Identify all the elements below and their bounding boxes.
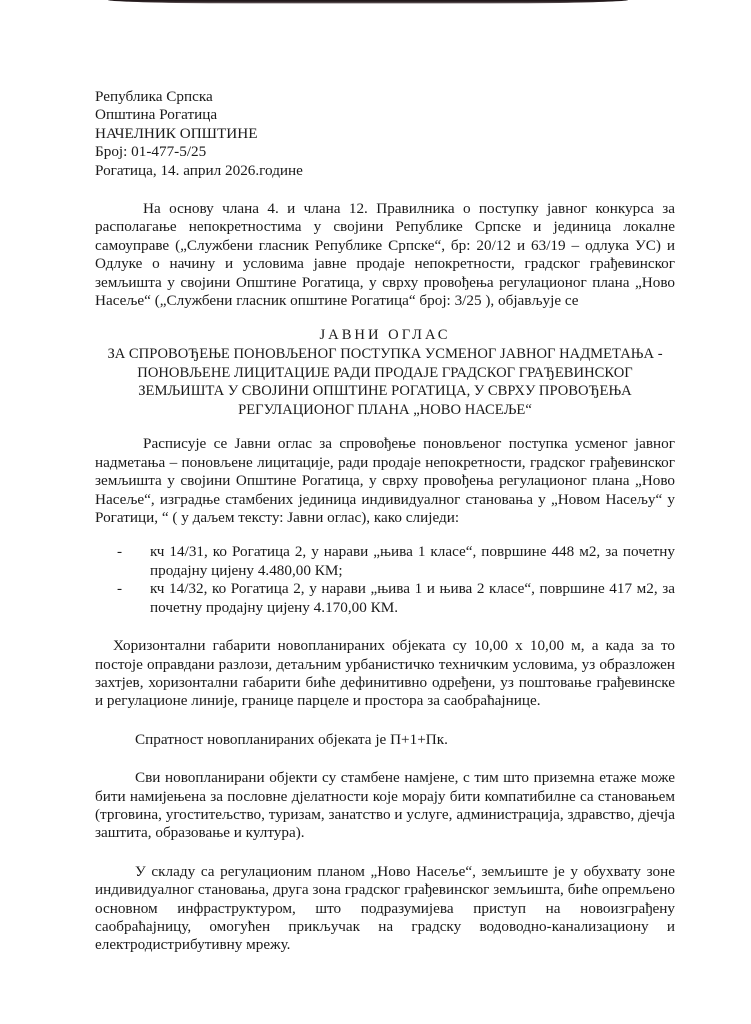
lot-list [95, 543, 675, 617]
document-number: Број: 01-477-5/25 [95, 143, 207, 161]
lot-description: кч 14/32, ко Рогатица 2, у нарави „њива 1 и њива 2 класе“, површине 417 м2, за почетну продајну цијену 4.170,00 КМ. [150, 580, 675, 616]
title-line: ЗЕМЉИШТА У СВОЈИНИ ОПШТИНЕ РОГАТИЦА, У СВРХУ ПРОВОЂЕЊА [138, 383, 632, 400]
purpose-paragraph: Сви новопланирани објекти су стамбене намјене, с тим што приземна етаже може бити намијењена за пословне дјелатности које морају бити компатибилне са становањем (трговина, угоститељство, туризам, занатство и услуге, администрација, здравство, дјечја заштита, образовање и култура). [95, 769, 675, 842]
title-main: ЈАВНИ ОГЛАС [319, 327, 451, 344]
announcement-paragraph: Расписује се Јавни оглас за спровођење поновљеног поступка усменог јавног надметања – поновљене лицитације, ради продаје непокретности, градског грађевинског земљишта у својини Општине Рогатица, у сврху провођења регулационог плана „Ново Насеље“, изградње стамбених јединица индивидуалног становања у „Новом Насељу“ у Рогатици, “ ( у даљем тексту: Јавни оглас), како слиједи: [95, 435, 675, 527]
letterhead-office: НАЧЕЛНИК ОПШТИНЕ [95, 124, 258, 142]
list-bullet: - [117, 580, 123, 598]
document-date: Рогатица, 14. април 2026.године [95, 161, 303, 179]
list-bullet: - [117, 543, 123, 561]
lot-description: кч 14/31, ко Рогатица 2, у нарави „њива 1 класе“, површине 448 м2, за почетну продајну цијену 4.480,00 КМ; [150, 543, 675, 579]
title-line: ЗА СПРОВОЂЕЊЕ ПОНОВЉЕНОГ ПОСТУПКА УСМЕНОГ ЈАВНОГ НАДМЕТАЊА - [107, 346, 663, 363]
scan-border-artifact [108, 0, 628, 4]
title-line: РЕГУЛАЦИОНОГ ПЛАНА „НОВО НАСЕЉЕ“ [238, 401, 532, 418]
letterhead-republic: Република Српска [95, 88, 213, 105]
title-line: ПОНОВЉЕНЕ ЛИЦИТАЦИЈЕ РАДИ ПРОДАЈЕ ГРАДСКОГ ГРАЂЕВИНСКОГ [137, 364, 633, 381]
document-page [95, 88, 675, 955]
dimensions-paragraph: Хоризонтални габарити новопланираних објеката су 10,00 х 10,00 м, а када за то постоје оправдани разлози, детаљним урбанистичко техничким условима, уз образложен захтјев, хоризонтални габарити биће дефинитивно одређени, уз поштовање грађевинске и регулационе линије, границе парцеле и простора за саобраћајнице. [95, 637, 675, 710]
document-title [95, 326, 675, 419]
list-item [95, 580, 675, 617]
infrastructure-paragraph: У складу са регулационим планом „Ново Насеље“, земљиште је у обухвату зоне индивидуалног становања, друга зона градског грађевинског земљишта, биће опремљено основном инфраструктуром, што подразумијева приступ на новоизграђену саобраћајницу, омогућен прикључак на градску водоводно-канализациону и електродистрибутивну мрежу. [95, 862, 675, 954]
floors-paragraph: Спратност новопланираних објеката је П+1+Пк. [135, 730, 448, 748]
intro-paragraph: На основу члана 4. и члана 12. Правилника о поступку јавног конкурса за располагање непокретностима у својини Републике Српске и јединица локалне самоуправе („Службени гласник Републике Српске“, бр: 20/12 и 63/19 – одлука УС) и Одлуке о начину и условима јавне продаје непокретности, градског грађевинског земљишта у својини Општине Рогатица, у сврху провођења регулационог плана „Ново Насеље“ („Службени гласник општине Рогатица“ број: 3/25 ), објављује се [95, 200, 675, 310]
letterhead [95, 88, 675, 180]
letterhead-municipality: Општина Рогатица [95, 106, 218, 124]
list-item [95, 543, 675, 580]
